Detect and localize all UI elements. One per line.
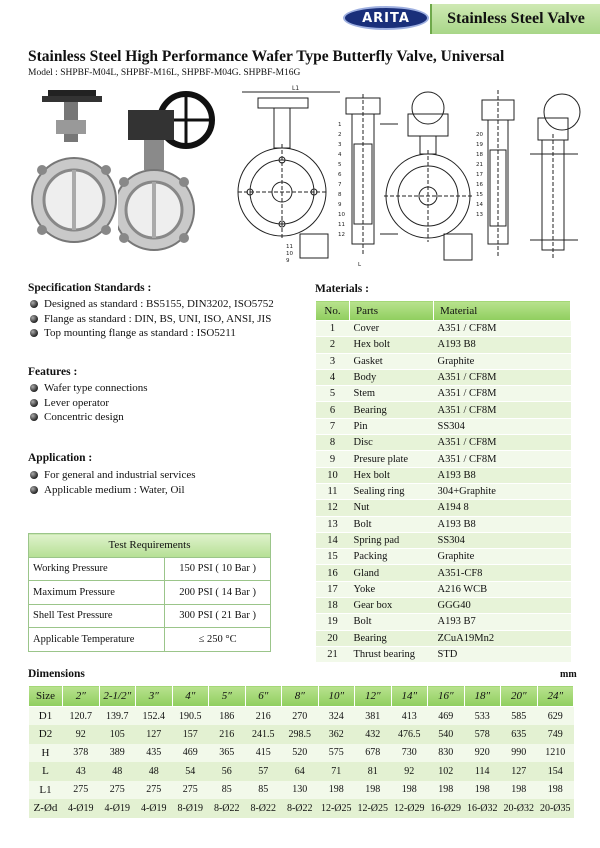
test-value: 150 PSI ( 10 Bar ) bbox=[165, 557, 271, 581]
table-row bbox=[316, 646, 571, 662]
dimension-value: 8-Ø19 bbox=[172, 799, 209, 818]
dimension-value: 198 bbox=[501, 781, 538, 800]
dimension-label: L1 bbox=[29, 781, 63, 800]
drawing-callout: 3 bbox=[338, 142, 342, 148]
col-header-size-value: 24″ bbox=[537, 686, 574, 707]
material-no: 10 bbox=[316, 467, 350, 483]
material-part: Bearing bbox=[350, 402, 434, 418]
col-header-size-value: 3″ bbox=[136, 686, 173, 707]
material-value: A351 / CF8M bbox=[434, 451, 571, 467]
table-row bbox=[316, 369, 571, 385]
dimension-value: 830 bbox=[428, 744, 465, 763]
drawing-callout: 12 bbox=[338, 232, 345, 238]
dimensions-title: Dimensions bbox=[28, 668, 85, 680]
drawing-callout-11: 11 bbox=[286, 244, 293, 250]
dimension-value: 635 bbox=[501, 725, 538, 744]
col-header-size-value: 2″ bbox=[63, 686, 100, 707]
drawing-callout: 9 bbox=[338, 202, 342, 208]
dimension-value: 127 bbox=[136, 725, 173, 744]
dimension-value: 56 bbox=[209, 762, 246, 781]
dimension-label: D1 bbox=[29, 707, 63, 726]
dimension-value: 198 bbox=[428, 781, 465, 800]
col-header-size: Size bbox=[29, 686, 63, 707]
material-no: 19 bbox=[316, 614, 350, 630]
dimension-value: 152.4 bbox=[136, 707, 173, 726]
material-part: Body bbox=[350, 369, 434, 385]
table-row bbox=[29, 799, 574, 818]
dimension-value: 585 bbox=[501, 707, 538, 726]
drawing-callout-9: 9 bbox=[286, 258, 290, 264]
bullet-icon bbox=[30, 471, 38, 479]
material-part: Thrust bearing bbox=[350, 646, 434, 662]
dimension-value: 20-Ø32 bbox=[501, 799, 538, 818]
dimension-value: 12-Ø25 bbox=[355, 799, 392, 818]
test-header: Test Requirements bbox=[29, 534, 271, 558]
category-label: Stainless Steel Valve bbox=[447, 10, 585, 27]
table-row bbox=[29, 628, 271, 652]
dimension-value: 130 bbox=[282, 781, 319, 800]
dimension-value: 57 bbox=[245, 762, 282, 781]
table-row bbox=[316, 451, 571, 467]
col-header-size-value: 8″ bbox=[282, 686, 319, 707]
test-label: Applicable Temperature bbox=[29, 628, 165, 652]
spec-list bbox=[30, 297, 274, 341]
dimension-value: 190.5 bbox=[172, 707, 209, 726]
material-value: A193 B7 bbox=[434, 614, 571, 630]
dimension-value: 154 bbox=[537, 762, 574, 781]
material-no: 21 bbox=[316, 646, 350, 662]
dimensions-unit: mm bbox=[560, 669, 577, 680]
col-header-size-value: 2-1/2″ bbox=[99, 686, 136, 707]
gear-valve-photo bbox=[118, 90, 226, 260]
dimension-value: 575 bbox=[318, 744, 355, 763]
material-value: STD bbox=[434, 646, 571, 662]
material-no: 2 bbox=[316, 337, 350, 353]
feature-item: Lever operator bbox=[44, 396, 110, 409]
dimension-value: 275 bbox=[136, 781, 173, 800]
material-value: A351-CF8 bbox=[434, 565, 571, 581]
bullet-icon bbox=[30, 329, 38, 337]
drawing-callout: 21 bbox=[476, 162, 483, 168]
dimension-value: 378 bbox=[63, 744, 100, 763]
dimension-value: 8-Ø22 bbox=[209, 799, 246, 818]
list-item bbox=[30, 381, 148, 396]
drawing-callout: 14 bbox=[476, 202, 483, 208]
application-item: For general and industrial services bbox=[44, 469, 196, 481]
dimension-value: 432 bbox=[355, 725, 392, 744]
drawing-callout: 17 bbox=[476, 172, 483, 178]
dimension-value: 241.5 bbox=[245, 725, 282, 744]
materials-title: Materials : bbox=[315, 283, 369, 295]
drawing-callout: 15 bbox=[476, 192, 483, 198]
spec-title: Specification Standards : bbox=[28, 282, 152, 294]
dimension-value: 216 bbox=[245, 707, 282, 726]
dimension-value: 4-Ø19 bbox=[136, 799, 173, 818]
material-no: 15 bbox=[316, 549, 350, 565]
drawing-callout: 2 bbox=[338, 132, 342, 138]
list-item bbox=[30, 410, 148, 425]
dimension-value: 920 bbox=[464, 744, 501, 763]
dimension-value: 469 bbox=[428, 707, 465, 726]
material-value: A351 / CF8M bbox=[434, 435, 571, 451]
material-part: Bolt bbox=[350, 516, 434, 532]
dimension-value: 533 bbox=[464, 707, 501, 726]
test-label: Working Pressure bbox=[29, 557, 165, 581]
dimension-value: 4-Ø19 bbox=[99, 799, 136, 818]
bullet-icon bbox=[30, 384, 38, 392]
col-header-size-value: 6″ bbox=[245, 686, 282, 707]
table-row bbox=[29, 744, 574, 763]
dimension-value: 186 bbox=[209, 707, 246, 726]
model-numbers: Model : SHPBF-M04L, SHPBF-M16L, SHPBF-M04G. SHPBF-M16G bbox=[28, 68, 301, 78]
table-row bbox=[316, 581, 571, 597]
feature-item: Wafer type connections bbox=[44, 382, 148, 394]
table-row bbox=[316, 532, 571, 548]
dimension-value: 105 bbox=[99, 725, 136, 744]
drawing-callout: 18 bbox=[476, 152, 483, 158]
drawing-callout: 11 bbox=[338, 222, 345, 228]
drawing-callout: 10 bbox=[338, 212, 345, 218]
col-header-size-value: 20″ bbox=[501, 686, 538, 707]
dimension-label: L bbox=[29, 762, 63, 781]
material-part: Gasket bbox=[350, 353, 434, 369]
table-row bbox=[316, 630, 571, 646]
dimension-value: 270 bbox=[282, 707, 319, 726]
dimension-value: 8-Ø22 bbox=[282, 799, 319, 818]
drawing-callout: 7 bbox=[338, 182, 342, 188]
dimension-value: 12-Ø25 bbox=[318, 799, 355, 818]
material-value: SS304 bbox=[434, 418, 571, 434]
dimension-value: 12-Ø29 bbox=[391, 799, 428, 818]
table-row bbox=[316, 402, 571, 418]
table-row bbox=[29, 557, 271, 581]
material-no: 7 bbox=[316, 418, 350, 434]
table-row bbox=[316, 321, 571, 337]
table-row bbox=[29, 604, 271, 628]
material-part: Gear box bbox=[350, 598, 434, 614]
dimension-value: 476.5 bbox=[391, 725, 428, 744]
bullet-icon bbox=[30, 300, 38, 308]
material-no: 18 bbox=[316, 598, 350, 614]
page-header bbox=[0, 0, 600, 38]
dimension-value: 1210 bbox=[537, 744, 574, 763]
material-no: 5 bbox=[316, 386, 350, 402]
col-header-parts: Parts bbox=[350, 301, 434, 321]
dimension-value: 64 bbox=[282, 762, 319, 781]
list-item bbox=[30, 312, 274, 327]
application-title: Application : bbox=[28, 452, 93, 464]
material-value: Graphite bbox=[434, 549, 571, 565]
table-row bbox=[316, 483, 571, 499]
dimension-value: 435 bbox=[136, 744, 173, 763]
material-part: Spring pad bbox=[350, 532, 434, 548]
material-part: Bolt bbox=[350, 614, 434, 630]
material-part: Cover bbox=[350, 321, 434, 337]
material-value: A351 / CF8M bbox=[434, 402, 571, 418]
drawing-callout: 5 bbox=[338, 162, 342, 168]
material-no: 1 bbox=[316, 321, 350, 337]
dimension-value: 4-Ø19 bbox=[63, 799, 100, 818]
list-item bbox=[30, 396, 148, 411]
features-list bbox=[30, 381, 148, 425]
spec-item: Top mounting flange as standard : ISO5211 bbox=[44, 327, 236, 339]
material-value: A351 / CF8M bbox=[434, 386, 571, 402]
col-header-size-value: 16″ bbox=[428, 686, 465, 707]
dimensions-table bbox=[28, 685, 574, 818]
application-list bbox=[30, 468, 196, 497]
dimension-value: 8-Ø22 bbox=[245, 799, 282, 818]
dimension-label: Z-Ød bbox=[29, 799, 63, 818]
col-header-material: Material bbox=[434, 301, 571, 321]
material-value: 304+Graphite bbox=[434, 483, 571, 499]
dimension-value: 127 bbox=[501, 762, 538, 781]
test-label: Maximum Pressure bbox=[29, 581, 165, 605]
dimension-value: 324 bbox=[318, 707, 355, 726]
material-part: Bearing bbox=[350, 630, 434, 646]
test-label: Shell Test Pressure bbox=[29, 604, 165, 628]
dimension-value: 139.7 bbox=[99, 707, 136, 726]
material-no: 11 bbox=[316, 483, 350, 499]
dimension-value: 20-Ø35 bbox=[537, 799, 574, 818]
dimension-value: 198 bbox=[318, 781, 355, 800]
material-value: ZCuA19Mn2 bbox=[434, 630, 571, 646]
col-header-size-value: 18″ bbox=[464, 686, 501, 707]
material-value: A194 8 bbox=[434, 500, 571, 516]
dimension-value: 413 bbox=[391, 707, 428, 726]
dimension-value: 275 bbox=[172, 781, 209, 800]
technical-drawings bbox=[230, 84, 590, 270]
dimension-label: H bbox=[29, 744, 63, 763]
dimension-value: 540 bbox=[428, 725, 465, 744]
material-part: Nut bbox=[350, 500, 434, 516]
dimension-value: 198 bbox=[391, 781, 428, 800]
material-part: Disc bbox=[350, 435, 434, 451]
material-part: Yoke bbox=[350, 581, 434, 597]
list-item bbox=[30, 297, 274, 312]
material-value: A193 B8 bbox=[434, 467, 571, 483]
list-item bbox=[30, 326, 274, 341]
drawing-callout: 6 bbox=[338, 172, 342, 178]
table-row bbox=[316, 337, 571, 353]
application-item: Applicable medium : Water, Oil bbox=[44, 483, 185, 496]
dimension-value: 275 bbox=[99, 781, 136, 800]
material-value: A193 B8 bbox=[434, 337, 571, 353]
bullet-icon bbox=[30, 399, 38, 407]
dimension-value: 157 bbox=[172, 725, 209, 744]
test-value: 300 PSI ( 21 Bar ) bbox=[165, 604, 271, 628]
material-part: Stem bbox=[350, 386, 434, 402]
table-row bbox=[29, 581, 271, 605]
table-row bbox=[316, 386, 571, 402]
material-part: Pin bbox=[350, 418, 434, 434]
drawing-callout: 19 bbox=[476, 142, 483, 148]
table-row bbox=[316, 598, 571, 614]
spec-item: Designed as standard : BS5155, DIN3202, ISO5752 bbox=[44, 298, 274, 310]
dimension-value: 990 bbox=[501, 744, 538, 763]
test-requirements-table bbox=[28, 533, 271, 652]
material-value: A193 B8 bbox=[434, 516, 571, 532]
material-part: Presure plate bbox=[350, 451, 434, 467]
table-row bbox=[316, 614, 571, 630]
dimension-value: 730 bbox=[391, 744, 428, 763]
material-no: 13 bbox=[316, 516, 350, 532]
col-header-no: No. bbox=[316, 301, 350, 321]
table-row bbox=[316, 418, 571, 434]
dimension-value: 120.7 bbox=[63, 707, 100, 726]
material-no: 6 bbox=[316, 402, 350, 418]
test-value: 200 PSI ( 14 Bar ) bbox=[165, 581, 271, 605]
category-tag bbox=[430, 4, 600, 34]
dimension-value: 54 bbox=[172, 762, 209, 781]
material-value: A351 / CF8M bbox=[434, 369, 571, 385]
col-header-size-value: 5″ bbox=[209, 686, 246, 707]
table-row bbox=[29, 725, 574, 744]
drawing-callout: 16 bbox=[476, 182, 483, 188]
dimension-value: 16-Ø29 bbox=[428, 799, 465, 818]
col-header-size-value: 14″ bbox=[391, 686, 428, 707]
lever-valve-photo bbox=[28, 90, 120, 260]
dimension-value: 198 bbox=[464, 781, 501, 800]
material-part: Packing bbox=[350, 549, 434, 565]
dimension-value: 92 bbox=[63, 725, 100, 744]
col-header-size-value: 10″ bbox=[318, 686, 355, 707]
dimension-value: 578 bbox=[464, 725, 501, 744]
features-title: Features : bbox=[28, 366, 78, 378]
dimension-value: 71 bbox=[318, 762, 355, 781]
product-title: Stainless Steel High Performance Wafer Type Butterfly Valve, Universal bbox=[28, 48, 505, 65]
material-no: 16 bbox=[316, 565, 350, 581]
drawing-callout: 20 bbox=[476, 132, 483, 138]
table-row bbox=[316, 549, 571, 565]
bullet-icon bbox=[30, 486, 38, 494]
dimension-value: 381 bbox=[355, 707, 392, 726]
dimension-value: 389 bbox=[99, 744, 136, 763]
drawing-callout: 8 bbox=[338, 192, 342, 198]
table-row bbox=[29, 781, 574, 800]
material-part: Gland bbox=[350, 565, 434, 581]
drawing-callout-10: 10 bbox=[286, 251, 293, 257]
spec-item: Flange as standard : DIN, BS, UNI, ISO, ANSI, JIS bbox=[44, 312, 272, 325]
material-value: SS304 bbox=[434, 532, 571, 548]
table-row bbox=[316, 500, 571, 516]
bullet-icon bbox=[30, 413, 38, 421]
col-header-size-value: 4″ bbox=[172, 686, 209, 707]
table-row bbox=[316, 353, 571, 369]
drawing-label-l: L bbox=[358, 262, 362, 268]
material-no: 17 bbox=[316, 581, 350, 597]
dimension-label: D2 bbox=[29, 725, 63, 744]
arita-logo bbox=[343, 6, 429, 30]
material-no: 9 bbox=[316, 451, 350, 467]
dimension-value: 81 bbox=[355, 762, 392, 781]
table-row bbox=[316, 516, 571, 532]
table-row bbox=[29, 707, 574, 726]
dimension-value: 198 bbox=[537, 781, 574, 800]
dimension-value: 678 bbox=[355, 744, 392, 763]
material-no: 8 bbox=[316, 435, 350, 451]
dimension-value: 469 bbox=[172, 744, 209, 763]
dimension-value: 362 bbox=[318, 725, 355, 744]
material-value: A351 / CF8M bbox=[434, 321, 571, 337]
dimension-value: 520 bbox=[282, 744, 319, 763]
col-header-size-value: 12″ bbox=[355, 686, 392, 707]
dimension-value: 92 bbox=[391, 762, 428, 781]
material-value: Graphite bbox=[434, 353, 571, 369]
dimension-value: 43 bbox=[63, 762, 100, 781]
dimension-value: 85 bbox=[209, 781, 246, 800]
material-value: GGG40 bbox=[434, 598, 571, 614]
dimension-value: 48 bbox=[136, 762, 173, 781]
table-row bbox=[316, 467, 571, 483]
material-no: 14 bbox=[316, 532, 350, 548]
list-item bbox=[30, 483, 196, 498]
feature-item: Concentric design bbox=[44, 411, 124, 423]
drawing-label-l1: L1 bbox=[292, 85, 300, 92]
dimension-value: 198 bbox=[355, 781, 392, 800]
dimension-value: 749 bbox=[537, 725, 574, 744]
test-value: ≤ 250 °C bbox=[165, 628, 271, 652]
table-row bbox=[29, 762, 574, 781]
dimension-value: 114 bbox=[464, 762, 501, 781]
material-no: 3 bbox=[316, 353, 350, 369]
drawing-callout: 13 bbox=[476, 212, 483, 218]
material-part: Hex bolt bbox=[350, 467, 434, 483]
dimension-value: 415 bbox=[245, 744, 282, 763]
dimension-value: 85 bbox=[245, 781, 282, 800]
material-part: Hex bolt bbox=[350, 337, 434, 353]
material-no: 20 bbox=[316, 630, 350, 646]
dimension-value: 216 bbox=[209, 725, 246, 744]
material-no: 4 bbox=[316, 369, 350, 385]
drawing-callout: 1 bbox=[338, 122, 342, 128]
dimension-value: 629 bbox=[537, 707, 574, 726]
material-no: 12 bbox=[316, 500, 350, 516]
dimension-value: 16-Ø32 bbox=[464, 799, 501, 818]
materials-table bbox=[315, 300, 571, 663]
dimension-value: 365 bbox=[209, 744, 246, 763]
dimension-value: 298.5 bbox=[282, 725, 319, 744]
dimension-value: 275 bbox=[63, 781, 100, 800]
dimension-value: 102 bbox=[428, 762, 465, 781]
dimension-value: 48 bbox=[99, 762, 136, 781]
table-row bbox=[316, 435, 571, 451]
drawing-callout: 4 bbox=[338, 152, 342, 158]
list-item bbox=[30, 468, 196, 483]
bullet-icon bbox=[30, 315, 38, 323]
material-part: Sealing ring bbox=[350, 483, 434, 499]
table-row bbox=[316, 565, 571, 581]
material-value: A216 WCB bbox=[434, 581, 571, 597]
brand-name: ARITA bbox=[362, 10, 410, 26]
